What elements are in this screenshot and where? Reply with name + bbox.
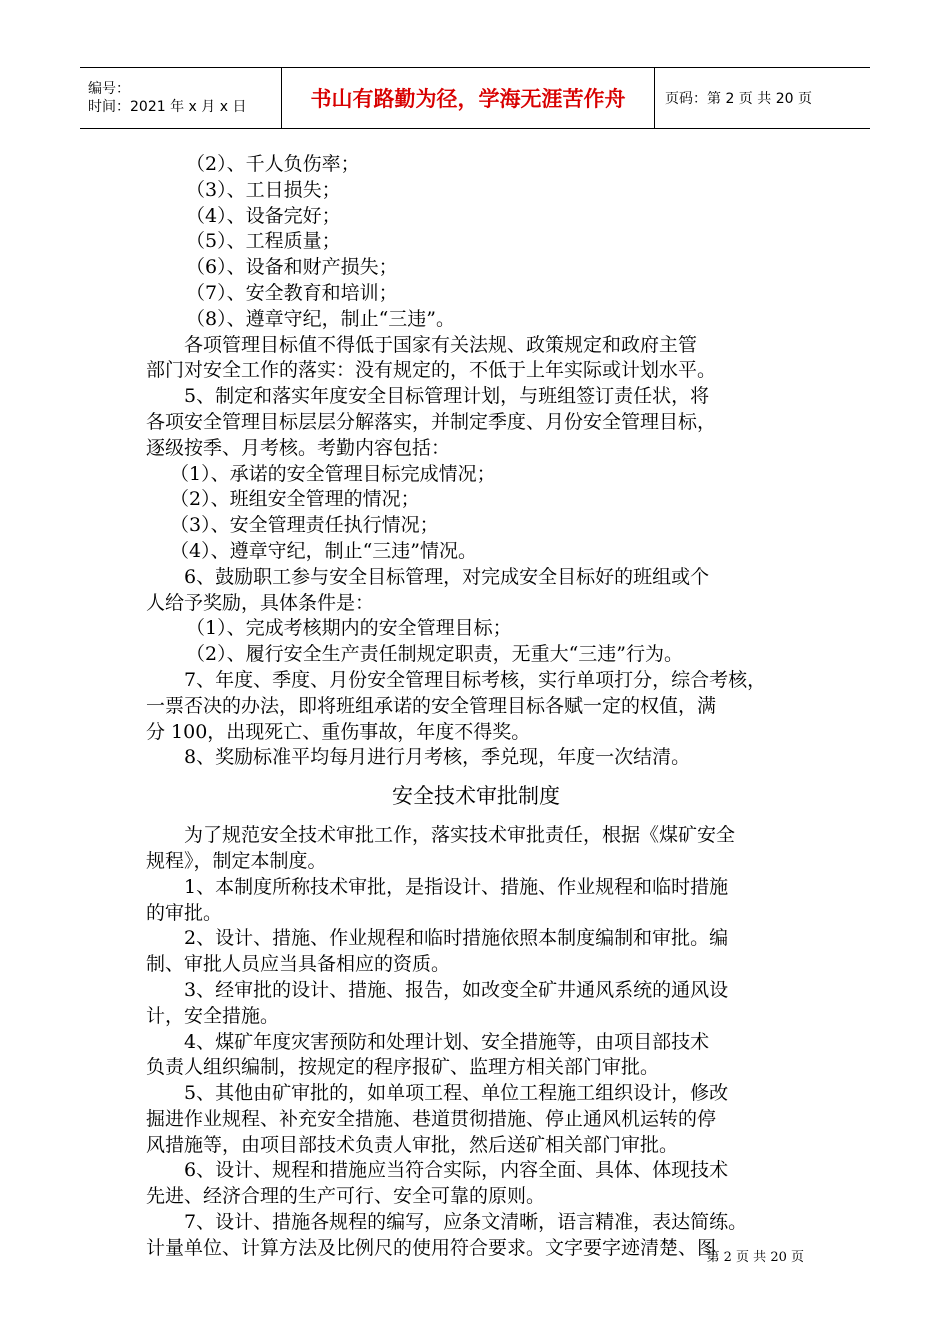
list-item: （3）、安全管理责任执行情况； — [170, 514, 439, 537]
list-item: （8）、遵章守纪，制止“三违”。 — [186, 307, 456, 330]
list-item: （1）、完成考核期内的安全管理目标； — [186, 617, 512, 640]
motto-text: 书山有路勤为径，学海无涯苦作舟 — [310, 87, 626, 111]
list-item: （2）、履行安全生产责任制规定职责，无重大“三违”行为。 — [186, 643, 684, 666]
header-motto — [282, 68, 655, 128]
list-item: （5）、工程质量； — [186, 230, 341, 253]
paragraph-line: 人给予奖励，具体条件是： — [146, 591, 375, 614]
footer-page-number: 第 2 页 共 20 页 — [706, 1250, 804, 1265]
page-footer — [707, 1246, 804, 1265]
paragraph-line: 先进、经济合理的生产可行、安全可靠的原则。 — [146, 1185, 546, 1208]
list-item: （3）、工日损失； — [186, 178, 341, 201]
paragraph-line: 的审批。 — [146, 901, 223, 924]
list-item: （7）、安全教育和培训； — [186, 281, 398, 304]
paragraph-line: 3、经审批的设计、措施、报告，如改变全矿井通风系统的通风设 — [184, 978, 729, 1001]
paragraph-line: 1、本制度所称技术审批，是指设计、措施、作业规程和临时措施 — [184, 875, 729, 898]
date-label: 时间：2021 年 x 月 x 日 — [88, 99, 247, 115]
list-item: （2）、班组安全管理的情况； — [170, 488, 420, 511]
document-body — [146, 152, 806, 1262]
paragraph-line: 负责人组织编制，按规定的程序报矿、监理方相关部门审批。 — [146, 1056, 660, 1079]
section-title: 安全技术审批制度 — [392, 784, 560, 809]
paragraph-line: 计量单位、计算方法及比例尺的使用符合要求。文字要字迹清楚、图 — [146, 1236, 717, 1259]
paragraph-line: 6、设计、规程和措施应当符合实际，内容全面、具体、体现技术 — [184, 1159, 729, 1182]
paragraph-line: 各项管理目标值不得低于国家有关法规、政策规定和政府主管 — [184, 333, 698, 356]
list-item: （1）、承诺的安全管理目标完成情况； — [170, 462, 496, 485]
paragraph-line: 制、审批人员应当具备相应的资质。 — [146, 953, 451, 976]
paragraph-line: 7、设计、措施各规程的编写，应条文清晰，语言精准，表达简练。 — [184, 1211, 748, 1234]
paragraph-line: 掘进作业规程、补充安全措施、巷道贯彻措施、停止通风机运转的停 — [146, 1107, 717, 1130]
header-meta — [80, 68, 282, 128]
paragraph-line: 计，安全措施。 — [146, 1004, 280, 1027]
paragraph-line: 2、设计、措施、作业规程和临时措施依照本制度编制和审批。编 — [184, 927, 729, 950]
paragraph-line: 逐级按季、月考核。考勤内容包括： — [146, 436, 451, 459]
paragraph-line: 各项安全管理目标层层分解落实，并制定季度、月份安全管理目标， — [146, 410, 717, 433]
list-item: （2）、千人负伤率； — [186, 153, 360, 175]
list-item: （6）、设备和财产损失； — [186, 256, 398, 279]
paragraph-line: 一票否决的办法，即将班组承诺的安全管理目标各赋一定的权值，满 — [146, 694, 717, 717]
header-page — [655, 68, 870, 128]
list-item: （4）、遵章守纪，制止“三违”情况。 — [170, 539, 478, 562]
paragraph-line: 分 100，出现死亡、重伤事故，年度不得奖。 — [146, 720, 531, 743]
paragraph-line: 8、奖励标准平均每月进行月考核，季兑现，年度一次结清。 — [184, 746, 691, 769]
paragraph-line: 规程》，制定本制度。 — [146, 849, 327, 872]
paragraph-line: 7、年度、季度、月份安全管理目标考核，实行单项打分，综合考核， — [184, 668, 767, 691]
paragraph-line: 4、煤矿年度灾害预防和处理计划、安全措施等，由项目部技术 — [184, 1030, 710, 1053]
page-header — [80, 67, 870, 129]
page-label: 页码：第 2 页 共 20 页 — [665, 91, 812, 107]
paragraph-line: 6、鼓励职工参与安全目标管理，对完成安全目标好的班组或个 — [184, 565, 710, 588]
paragraph-line: 5、制定和落实年度安全目标管理计划，与班组签订责任状，将 — [184, 385, 710, 408]
paragraph-line: 为了规范安全技术审批工作，落实技术审批责任，根据《煤矿安全 — [184, 824, 736, 847]
paragraph-line: 5、其他由矿审批的，如单项工程、单位工程施工组织设计，修改 — [184, 1082, 729, 1105]
list-item: （4）、设备完好； — [186, 204, 341, 227]
number-label: 编号： — [88, 81, 130, 97]
paragraph-line: 部门对安全工作的落实：没有规定的，不低于上年实际或计划水平。 — [146, 359, 717, 382]
paragraph-line: 风措施等，由项目部技术负责人审批，然后送矿相关部门审批。 — [146, 1133, 679, 1156]
